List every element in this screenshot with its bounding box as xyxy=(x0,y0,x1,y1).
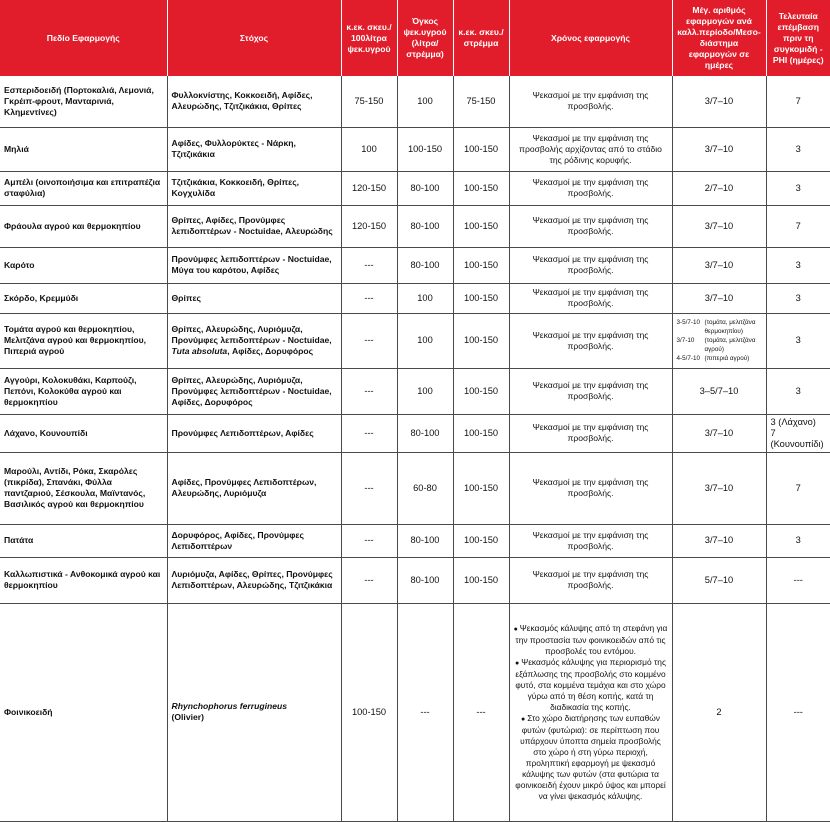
timing-bullet: ● Στο χώρο διατήρησης των ευπαθών φυτών (φυτώρια): σε περίπτωση που υπάρχουν ύποπτα σημεία προσβολής στο χώρο ή στη γύρω περιοχή, προληπτική εφαρμογή με ψεκασμό κάλυψης των φυτών (στα φυτώρια τα φοινικοειδή έχουν μικρό ύψος και μπορεί να γίνει ψεκασμός κάλυψης. xyxy=(514,713,668,802)
volume-cell: 100-150 xyxy=(397,127,453,171)
timing-cell: Ψεκασμοί με την εμφάνιση της προσβολής. xyxy=(509,524,672,557)
max-apps-cell: 3–5/7–10 xyxy=(672,368,766,414)
target-authority: (Olivier) xyxy=(171,712,204,722)
col-header-max-apps: Μέγ. αριθμός εφαρμογών ανά καλλ.περίοδο/Μεσο- διάστημα εφαρμογών σε ημέρες xyxy=(672,0,766,76)
max-apps-cell xyxy=(672,313,766,368)
field-cell: Εσπεριδοειδή (Πορτοκαλιά, Λεμονιά, Γκρέιπ-φρουτ, Μανταρινιά, Κλημεντίνες) xyxy=(0,76,167,127)
volume-cell: 100 xyxy=(397,313,453,368)
volume-cell: 80-100 xyxy=(397,557,453,603)
dose-stremma-cell: 100-150 xyxy=(453,414,509,452)
dose-stremma-cell: 100-150 xyxy=(453,127,509,171)
phi-cell: 3 xyxy=(766,368,830,414)
target-cell: Φυλλοκνίστης, Κοκκοειδή, Αφίδες, Αλευρώδης, Τζιτζικάκια, Θρίπες xyxy=(167,76,341,127)
max-apps-cell: 3/7–10 xyxy=(672,76,766,127)
dose-stremma-cell: --- xyxy=(453,603,509,821)
dose-100l-cell: --- xyxy=(341,452,397,524)
table-row xyxy=(0,452,830,524)
dose-stremma-cell: 75-150 xyxy=(453,76,509,127)
target-text-tail: , Αφίδες, Δορυφόρος xyxy=(227,346,314,356)
timing-cell: Ψεκασμοί με την εμφάνιση της προσβολής. xyxy=(509,283,672,313)
table-row xyxy=(0,603,830,821)
field-cell: Καρότο xyxy=(0,247,167,283)
target-cell: Δορυφόρος, Αφίδες, Προνύμφες Λεπιδοπτέρων xyxy=(167,524,341,557)
dose-stremma-cell: 100-150 xyxy=(453,524,509,557)
timing-cell: Ψεκασμοί με την εμφάνιση της προσβολής. xyxy=(509,76,672,127)
table-row xyxy=(0,127,830,171)
max-apps-note: (πιπεριά αγρού) xyxy=(704,355,750,362)
phi-line: 7 (Κουνουπίδι) xyxy=(770,427,824,449)
max-apps-cell: 3/7–10 xyxy=(672,205,766,247)
dose-100l-cell: --- xyxy=(341,524,397,557)
phi-cell: 3 xyxy=(766,524,830,557)
field-cell: Αγγούρι, Κολοκυθάκι, Καρπούζι, Πεπόνι, Κολοκύθα αγρού και θερμοκηπίου xyxy=(0,368,167,414)
volume-cell: 100 xyxy=(397,283,453,313)
table-row xyxy=(0,414,830,452)
timing-cell: Ψεκασμοί με την εμφάνιση της προσβολής. xyxy=(509,368,672,414)
field-cell: Φράουλα αγρού και θερμοκηπίου xyxy=(0,205,167,247)
max-apps-cell: 5/7–10 xyxy=(672,557,766,603)
field-cell: Λάχανο, Κουνουπίδι xyxy=(0,414,167,452)
max-apps-cell: 3/7–10 xyxy=(672,452,766,524)
volume-cell: 80-100 xyxy=(397,524,453,557)
timing-bullet: ● Ψεκασμός κάλυψης για περιορισμό της εξάπλωσης της προσβολής στο κομμένο φυτό, στα κομμένα τεμάχια και στο χώρο γύρω από τη θέση κοπής, κατά τη διαδικασία της κοπής. xyxy=(514,657,668,713)
timing-cell: Ψεκασμοί με την εμφάνιση της προσβολής. xyxy=(509,247,672,283)
phi-cell: --- xyxy=(766,603,830,821)
timing-bullet-list xyxy=(514,623,668,802)
timing-cell: Ψεκασμοί με την εμφάνιση της προσβολής. xyxy=(509,171,672,205)
max-apps-note: (τομάτα, μελιτζάνα θερμοκηπίου) xyxy=(704,319,756,335)
field-cell: Μηλιά xyxy=(0,127,167,171)
max-apps-cell: 2/7–10 xyxy=(672,171,766,205)
max-apps-entry xyxy=(677,318,762,336)
max-apps-cell: 3/7–10 xyxy=(672,127,766,171)
target-cell: Αφίδες, Προνύμφες Λεπιδοπτέρων, Αλευρώδης, Λυριόμυζα xyxy=(167,452,341,524)
phi-cell xyxy=(766,414,830,452)
max-apps-entry xyxy=(677,336,762,354)
phi-cell: 7 xyxy=(766,452,830,524)
target-cell: Θρίπες xyxy=(167,283,341,313)
target-cell: Προνύμφες λεπιδοπτέρων - Noctuidae, Μύγα του καρότου, Αφίδες xyxy=(167,247,341,283)
dose-stremma-cell: 100-150 xyxy=(453,313,509,368)
dose-stremma-cell: 100-150 xyxy=(453,283,509,313)
dose-100l-cell: --- xyxy=(341,283,397,313)
timing-bullet: ● Ψεκασμός κάλυψης από τη στεφάνη για την προστασία των φοινικοειδών από τις προσβολές του εντόμου. xyxy=(514,623,668,657)
table-row xyxy=(0,171,830,205)
max-apps-cell: 2 xyxy=(672,603,766,821)
col-header-target: Στόχος xyxy=(167,0,341,76)
volume-cell: 80-100 xyxy=(397,171,453,205)
max-apps-cell: 3/7–10 xyxy=(672,283,766,313)
field-cell: Τομάτα αγρού και θερμοκηπίου, Μελιτζάνα αγρού και θερμοκηπίου, Πιπεριά αγρού xyxy=(0,313,167,368)
max-apps-value: 4-5/7-10 xyxy=(676,355,700,362)
target-cell: Τζιτζικάκια, Κοκκοειδή, Θρίπες, Κογχυλίδα xyxy=(167,171,341,205)
timing-cell: Ψεκασμοί με την εμφάνιση της προσβολής. xyxy=(509,205,672,247)
target-cell xyxy=(167,603,341,821)
phi-cell: 3 xyxy=(766,171,830,205)
target-cell: Προνύμφες Λεπιδοπτέρων, Αφίδες xyxy=(167,414,341,452)
target-cell: Λυριόμυζα, Αφίδες, Θρίπες, Προνύμφες Λεπιδοπτέρων, Αλευρώδης, Τζιτζικάκια xyxy=(167,557,341,603)
dose-100l-cell: --- xyxy=(341,247,397,283)
dose-stremma-cell: 100-150 xyxy=(453,557,509,603)
field-cell: Καλλωπιστικά - Ανθοκομικά αγρού και θερμοκηπίου xyxy=(0,557,167,603)
table-row xyxy=(0,368,830,414)
volume-cell: 100 xyxy=(397,76,453,127)
table-row xyxy=(0,524,830,557)
volume-cell: 80-100 xyxy=(397,205,453,247)
col-header-dose-100l: κ.εκ. σκευ./ 100λίτρα ψεκ.υγρού xyxy=(341,0,397,76)
dose-100l-cell: 75-150 xyxy=(341,76,397,127)
target-cell: Θρίπες, Αφίδες, Προνύμφες λεπιδοπτέρων - Noctuidae, Αλευρώδης xyxy=(167,205,341,247)
timing-cell: Ψεκασμοί με την εμφάνιση της προσβολής αρχίζοντας από το στάδιο της ρόδινης κορυφής. xyxy=(509,127,672,171)
header-row xyxy=(0,0,830,76)
target-species-italic: Tuta absoluta xyxy=(171,346,228,356)
field-cell: Πατάτα xyxy=(0,524,167,557)
target-cell xyxy=(167,313,341,368)
field-cell: Μαρούλι, Αντίδι, Ρόκα, Σκαρόλες (πικρίδα), Σπανάκι, Φύλλα παντζαριού, Σέσκουλα, Μαϊντανός, Βασιλικός αγρού και θερμοκηπίου xyxy=(0,452,167,524)
dose-100l-cell: --- xyxy=(341,313,397,368)
col-header-volume: Όγκος ψεκ.υγρού (λίτρα/ στρέμμα) xyxy=(397,0,453,76)
dose-stremma-cell: 100-150 xyxy=(453,171,509,205)
max-apps-cell: 3/7–10 xyxy=(672,524,766,557)
dose-stremma-cell: 100-150 xyxy=(453,247,509,283)
table-row xyxy=(0,247,830,283)
dose-100l-cell: 120-150 xyxy=(341,205,397,247)
timing-cell xyxy=(509,603,672,821)
max-apps-cell: 3/7–10 xyxy=(672,414,766,452)
col-header-dose-stremma: κ.εκ. σκευ./ στρέμμα xyxy=(453,0,509,76)
target-cell: Αφίδες, Φυλλορύκτες - Νάρκη, Τζιτζικάκια xyxy=(167,127,341,171)
timing-cell: Ψεκασμοί με την εμφάνιση της προσβολής. xyxy=(509,452,672,524)
table-row xyxy=(0,76,830,127)
table-row xyxy=(0,313,830,368)
phi-cell: --- xyxy=(766,557,830,603)
dose-100l-cell: --- xyxy=(341,557,397,603)
col-header-phi: Τελευταία επέμβαση πριν τη συγκομιδή - PHI (ημέρες) xyxy=(766,0,830,76)
timing-cell: Ψεκασμοί με την εμφάνιση της προσβολής. xyxy=(509,313,672,368)
volume-cell: 80-100 xyxy=(397,247,453,283)
max-apps-value: 3-5/7-10 xyxy=(676,319,700,326)
dose-stremma-cell: 100-150 xyxy=(453,205,509,247)
dose-100l-cell: --- xyxy=(341,414,397,452)
max-apps-entry xyxy=(677,354,762,363)
field-cell: Σκόρδο, Κρεμμύδι xyxy=(0,283,167,313)
col-header-field: Πεδίο Εφαρμογής xyxy=(0,0,167,76)
max-apps-value: 3/7-10 xyxy=(676,337,695,344)
dose-stremma-cell: 100-150 xyxy=(453,368,509,414)
dose-100l-cell: 120-150 xyxy=(341,171,397,205)
dose-stremma-cell: 100-150 xyxy=(453,452,509,524)
volume-cell: 60-80 xyxy=(397,452,453,524)
max-apps-cell: 3/7–10 xyxy=(672,247,766,283)
col-header-timing: Χρόνος εφαρμογής xyxy=(509,0,672,76)
volume-cell: 100 xyxy=(397,368,453,414)
field-cell: Αμπέλι (οινοποιήσιμα και επιτραπέζια σταφύλια) xyxy=(0,171,167,205)
dose-100l-cell: --- xyxy=(341,368,397,414)
table-row xyxy=(0,205,830,247)
table-row xyxy=(0,557,830,603)
phi-cell: 3 xyxy=(766,283,830,313)
timing-cell: Ψεκασμοί με την εμφάνιση της προσβολής. xyxy=(509,557,672,603)
phi-cell: 7 xyxy=(766,205,830,247)
phi-cell: 3 xyxy=(766,127,830,171)
volume-cell: 80-100 xyxy=(397,414,453,452)
target-species-italic: Rhynchophorus ferrugineus xyxy=(171,701,288,711)
field-cell: Φοινικοειδή xyxy=(0,603,167,821)
phi-cell: 7 xyxy=(766,76,830,127)
table-row xyxy=(0,283,830,313)
dose-100l-cell: 100-150 xyxy=(341,603,397,821)
max-apps-note: (τομάτα, μελιτζάνα αγρού) xyxy=(704,337,756,353)
dose-100l-cell: 100 xyxy=(341,127,397,171)
timing-cell: Ψεκασμοί με την εμφάνιση της προσβολής. xyxy=(509,414,672,452)
volume-cell: --- xyxy=(397,603,453,821)
phi-line: 3 (Λάχανο) xyxy=(770,416,816,427)
phi-cell: 3 xyxy=(766,247,830,283)
target-text: Θρίπες, Αλευρώδης, Λυριόμυζα, Προνύμφες λεπιδοπτέρων - Noctuidae, xyxy=(171,324,332,345)
target-cell: Θρίπες, Αλευρώδης, Λυριόμυζα, Προνύμφες λεπιδοπτέρων - Noctuidae, Αφίδες, Δορυφόρος xyxy=(167,368,341,414)
phi-cell: 3 xyxy=(766,313,830,368)
